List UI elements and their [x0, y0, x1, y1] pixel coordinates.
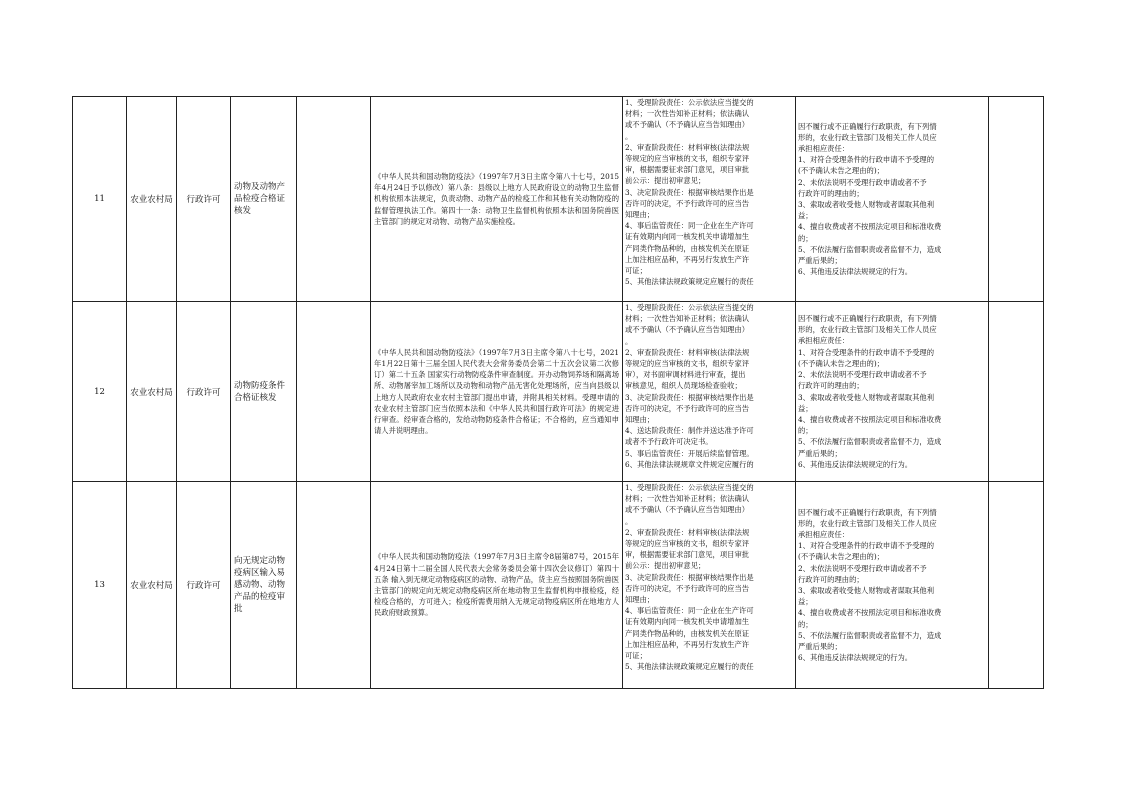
- responsibility-line: 1、受理阶段责任：公示依法应当提交的: [625, 483, 754, 492]
- department-cell: 农业农村局: [127, 302, 177, 482]
- responsibility-line: 5、其他法律法规政策规定应履行的责任: [625, 662, 754, 672]
- accountability-line: 2、未依法说明不受理行政申请或者不予: [798, 177, 927, 187]
- responsibility-line: 审），对书面审调材料进行审查，提出: [625, 370, 746, 380]
- sub-item-cell: [297, 302, 371, 482]
- responsibility-line: 等规定的应当审核的文书，组织专家评: [625, 359, 750, 369]
- sub-item-cell: [297, 97, 371, 302]
- responsibility-table: [72, 96, 1044, 689]
- responsibility-cell: [623, 482, 796, 689]
- accountability-line: 5、不依法履行监督职责或者监督不力，造成: [798, 630, 942, 640]
- department-cell: 农业农村局: [127, 97, 177, 302]
- responsibility-line: 审核意见，组织人员现场检查验收；: [625, 381, 742, 391]
- accountability-line: 承担相应责任：: [798, 143, 850, 153]
- responsibility-line: 材料；一次性告知补正材料；依法确认: [625, 314, 750, 324]
- responsibility-line: 4、送达阶段责任：制作并送达准予许可: [625, 426, 754, 436]
- responsibility-line: 审，根据需要征求部门意见，项目审批: [625, 550, 750, 560]
- responsibility-line: 前公示：提出初审意见；: [625, 561, 706, 571]
- accountability-line: 因不履行或不正确履行行政职责，有下列情: [798, 121, 937, 131]
- responsibility-line: 材料；一次性告知补正材料；依法确认: [625, 109, 750, 119]
- responsibility-line: 。: [625, 516, 633, 526]
- accountability-line: (不予确认未告之理由的)；: [798, 552, 884, 562]
- responsibility-line: 知理由；: [625, 595, 655, 605]
- accountability-line: 4、擅自收费或者不按照法定项目和标准收费: [798, 608, 942, 618]
- accountability-line: 形的，农业行政主管部门及相关工作人员应: [798, 132, 937, 142]
- responsibility-line: 。: [625, 336, 633, 346]
- accountability-line: 6、其他违反法律法规规定的行为。: [798, 459, 913, 469]
- accountability-line: 1、对符合受理条件的行政申请不予受理的: [798, 155, 934, 165]
- accountability-line: (不予确认未告之理由的)；: [798, 358, 884, 368]
- item-name-cell: 动物防疫条件合格证核发: [231, 302, 297, 482]
- accountability-line: 行政许可的理由的；: [798, 381, 864, 391]
- sub-item-cell: [297, 482, 371, 689]
- remarks-cell: [989, 482, 1044, 689]
- responsibility-line: 4、事后监管责任：同一企业在生产许可: [625, 221, 754, 231]
- responsibility-line: 或不予确认（不予确认应当告知理由）: [625, 120, 750, 130]
- responsibility-line: 材料；一次性告知补正材料；依法确认: [625, 494, 750, 504]
- responsibility-line: 前公示：提出初审意见；: [625, 176, 706, 186]
- responsibility-line: 可证；: [625, 651, 647, 661]
- accountability-line: 承担相应责任：: [798, 529, 850, 539]
- accountability-line: 行政许可的理由的；: [798, 574, 864, 584]
- responsibility-line: 等规定的应当审核的文书，组织专家评: [625, 539, 750, 549]
- table-row: [73, 97, 1044, 302]
- accountability-line: 4、擅自收费或者不按照法定项目和标准收费: [798, 414, 942, 424]
- responsibility-line: 或者不予行政许可决定书。: [625, 437, 713, 447]
- responsibility-line: 或不予确认（不予确认应当告知理由）: [625, 325, 750, 335]
- accountability-line: 严重后果的；: [798, 642, 842, 652]
- accountability-line: 的；: [798, 233, 813, 243]
- accountability-line: 5、不依法履行监督职责或者监督不力，造成: [798, 244, 942, 254]
- accountability-line: 1、对符合受理条件的行政申请不予受理的: [798, 541, 934, 551]
- responsibility-line: 。: [625, 131, 633, 141]
- responsibility-line: 1、受理阶段责任：公示依法应当提交的: [625, 303, 754, 312]
- remarks-cell: [989, 302, 1044, 482]
- responsibility-line: 否许可的决定，不予行政许可的应当告: [625, 198, 750, 208]
- accountability-line: 益；: [798, 211, 813, 221]
- responsibility-line: 可证；: [625, 266, 647, 276]
- accountability-line: 2、未依法说明不受理行政申请或者不予: [798, 563, 927, 573]
- responsibility-line: 否许可的决定，不予行政许可的应当告: [625, 583, 750, 593]
- accountability-line: 益；: [798, 403, 813, 413]
- responsibility-line: 2、审查阶段责任：材料审核(法律法规: [625, 142, 750, 152]
- row-number: 12: [73, 302, 127, 482]
- remarks-cell: [989, 97, 1044, 302]
- responsibility-line: 上加注相应品种，不再另行发放生产许: [625, 254, 750, 264]
- accountability-line: 的；: [798, 619, 813, 629]
- responsibility-line: 知理由；: [625, 415, 655, 425]
- row-number: 11: [73, 97, 127, 302]
- responsibility-line: 知理由；: [625, 210, 655, 220]
- accountability-line: 1、对符合受理条件的行政申请不予受理的: [798, 347, 934, 357]
- accountability-line: 益；: [798, 597, 813, 607]
- responsibility-line: 证有效期内向同一核发机关申请增加生: [625, 232, 750, 242]
- responsibility-line: 上加注相应品种，不再另行发放生产许: [625, 639, 750, 649]
- responsibility-line: 或不予确认（不予确认应当告知理由）: [625, 505, 750, 515]
- table-row: [73, 482, 1044, 689]
- accountability-line: 严重后果的；: [798, 448, 842, 458]
- accountability-line: 3、索取或者收受他人财物或者谋取其他利: [798, 200, 934, 209]
- accountability-line: 6、其他违反法律法规规定的行为。: [798, 267, 913, 277]
- accountability-line: 因不履行或不正确履行行政职责，有下列情: [798, 314, 937, 324]
- responsibility-line: 5、事后监管责任：开展后续监督管理。: [625, 448, 754, 458]
- legal-basis-cell: 《中华人民共和国动物防疫法》（1997年7月3日主席令第八十七号，2021年1月22日第十三届全国人民代表大会常务委员会第二十五次会议第二次修订）第二十五条 国家实行动物防疫条件审查制度。开办动物饲养场和隔离场所、动物屠宰加工场所以及动物和动物产品无害化处理场所，应当向县级以上地方人民政府农业农村主管部门提出申请，并附具相关材料。受理申请的农业农村主管部门应当依照本法和《中华人民共和国行政许可法》的规定进行审查。经审查合格的，发给动物防疫条件合格证；不合格的，应当通知申请人并说明理由。: [371, 302, 623, 482]
- table-row: [73, 302, 1044, 482]
- responsibility-line: 证有效期内向同一核发机关申请增加生: [625, 617, 750, 627]
- accountability-line: 3、索取或者收受他人财物或者谋取其他利: [798, 392, 934, 402]
- accountability-line: 因不履行或不正确履行行政职责，有下列情: [798, 507, 937, 517]
- row-number: 13: [73, 482, 127, 689]
- accountability-line: 3、索取或者收受他人财物或者谋取其他利: [798, 586, 934, 595]
- item-name-cell: 动物及动物产品检疫合格证核发: [231, 97, 297, 302]
- accountability-line: 2、未依法说明不受理行政申请或者不予: [798, 370, 927, 380]
- accountability-line: 4、擅自收费或者不按照法定项目和标准收费: [798, 222, 942, 232]
- legal-basis-cell: 《中华人民共和国动物防疫法》（1997年7月3日主席令第八十七号，2015年4月24日予以修改）第八条：县级以上地方人民政府设立的动物卫生监督机构依照本法规定，负责动物、动物产品的检疫工作和其他有关动物防疫的监督管理执法工作。第四十一条：动物卫生监督机构依照本法和国务院兽医主管部门的规定对动物、动物产品实施检疫。: [371, 97, 623, 302]
- department-cell: 农业农村局: [127, 482, 177, 689]
- power-type-cell: 行政许可: [177, 97, 231, 302]
- accountability-line: 形的，农业行政主管部门及相关工作人员应: [798, 325, 937, 335]
- responsibility-line: 否许可的决定，不予行政许可的应当告: [625, 403, 750, 413]
- responsibility-line: 2、审查阶段责任：材料审核(法律法规: [625, 347, 750, 357]
- accountability-cell: [796, 482, 989, 689]
- accountability-line: (不予确认未告之理由的)；: [798, 166, 884, 176]
- accountability-line: 形的，农业行政主管部门及相关工作人员应: [798, 518, 937, 528]
- responsibility-line: 3、决定阶段责任：根据审核结果作出是: [625, 187, 754, 197]
- responsibility-line: 5、其他法律法规政策规定应履行的责任: [625, 277, 754, 287]
- responsibility-line: 等规定的应当审核的文书，组织专家评: [625, 154, 750, 164]
- responsibility-cell: [623, 97, 796, 302]
- responsibility-line: 1、受理阶段责任：公示依法应当提交的: [625, 98, 754, 107]
- responsibility-line: 3、决定阶段责任：根据审核结果作出是: [625, 392, 754, 402]
- item-name-cell: 向无规定动物疫病区输入易感动物、动物产品的检疫审批: [231, 482, 297, 689]
- accountability-line: 6、其他违反法律法规规定的行为。: [798, 653, 913, 663]
- accountability-line: 的；: [798, 426, 813, 436]
- responsibility-line: 审，根据需要征求部门意见，项目审批: [625, 165, 750, 175]
- responsibility-cell: [623, 302, 796, 482]
- responsibility-line: 6、其他法律法规规章文件规定应履行的: [625, 459, 754, 469]
- accountability-line: 严重后果的；: [798, 256, 842, 266]
- accountability-cell: [796, 97, 989, 302]
- accountability-line: 5、不依法履行监督职责或者监督不力，造成: [798, 437, 942, 447]
- responsibility-line: 产同类作物品种的，由核发机关在原证: [625, 243, 750, 253]
- accountability-cell: [796, 302, 989, 482]
- responsibility-line: 2、审查阶段责任：材料审核(法律法规: [625, 527, 750, 537]
- accountability-line: 承担相应责任：: [798, 336, 850, 346]
- responsibility-line: 4、事后监管责任：同一企业在生产许可: [625, 606, 754, 616]
- legal-basis-cell: 《中华人民共和国动物防疫法（1997年7月3日主席令8届第87号，2015年4月24日第十二届全国人民代表大会常务委员会第十四次会议修订）第四十五条 输入到无规定动物疫病区的动物、动物产品，货主应当按照国务院兽医主管部门的规定向无规定动物疫病区所在地动物卫生监督机构申报检疫，经检疫合格的，方可进入；检疫所需费用纳入无规定动物疫病区所在地地方人民政府财政预算。: [371, 482, 623, 689]
- responsibility-line: 3、决定阶段责任：根据审核结果作出是: [625, 572, 754, 582]
- power-type-cell: 行政许可: [177, 302, 231, 482]
- accountability-line: 行政许可的理由的；: [798, 188, 864, 198]
- responsibility-line: 产同类作物品种的，由核发机关在原证: [625, 628, 750, 638]
- power-type-cell: 行政许可: [177, 482, 231, 689]
